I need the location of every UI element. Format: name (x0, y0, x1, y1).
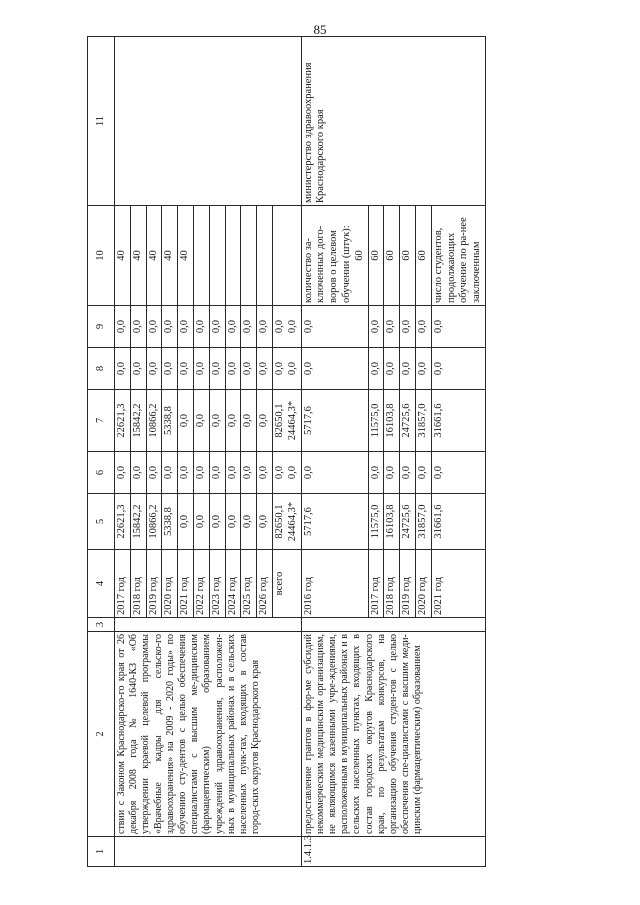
value-cell: 5717,6 (301, 390, 368, 452)
value-cell: 0,0 (241, 348, 257, 390)
col-header: 5 (88, 494, 115, 550)
col-header: 3 (88, 618, 115, 632)
col-header: 9 (88, 306, 115, 348)
value-cell: 11575,0 (368, 494, 384, 550)
indicator-cell: 40 (178, 206, 194, 306)
value-cell: 0,0 (115, 306, 131, 348)
value-cell: 0,0 (257, 306, 273, 348)
value-cell: 0,0 (146, 306, 162, 348)
empty-cell (301, 618, 485, 632)
col-header: 7 (88, 390, 115, 452)
indicator-cell (209, 206, 225, 306)
value-cell: 0,0 (209, 452, 225, 494)
value-cell: 0,0 (225, 348, 241, 390)
value-cell: 22621,3 (115, 494, 131, 550)
year-cell: 2019 год (146, 550, 162, 618)
value-cell: 0,0 (415, 348, 431, 390)
table-row (301, 37, 368, 867)
value-cell: 0,0 (225, 494, 241, 550)
empty-cell (115, 618, 302, 632)
value-cell: 31661,6 (431, 494, 485, 550)
total-label-cell: всего (272, 550, 301, 618)
value-cell: 0,0 (431, 306, 485, 348)
year-cell: 2026 год (257, 550, 273, 618)
responsible-cell: министерство здравоохранения Краснодарского края (301, 37, 485, 206)
value-cell: 0,0 (241, 494, 257, 550)
responsible-cell (115, 37, 302, 206)
value-cell: 0,0 (193, 390, 209, 452)
value-cell: 16103,8 (384, 390, 400, 452)
value-cell: 0,0 (257, 452, 273, 494)
value-cell: 0,0 (130, 348, 146, 390)
value-cell: 10866,2 (146, 390, 162, 452)
total-value-cell: 0,0 0,0 (272, 348, 301, 390)
value-cell: 0,0 (384, 306, 400, 348)
total-indicator-cell (272, 206, 301, 306)
value-cell: 0,0 (400, 348, 416, 390)
value-cell: 0,0 (301, 348, 368, 390)
value-cell: 5338,8 (162, 494, 178, 550)
total-value-cell: 82650,1 24464,3* (272, 390, 301, 452)
year-cell: 2023 год (209, 550, 225, 618)
value-cell: 0,0 (368, 306, 384, 348)
value-cell: 0,0 (193, 348, 209, 390)
table-row (115, 37, 131, 867)
value-cell: 11575,0 (368, 390, 384, 452)
value-cell: 31857,0 (415, 390, 431, 452)
indicator-cell: число студентов, продолжающих обучение по ра-нее заключенным (431, 206, 485, 306)
value-cell: 0,0 (146, 348, 162, 390)
year-cell: 2017 год (368, 550, 384, 618)
value-cell: 0,0 (162, 306, 178, 348)
value-cell: 0,0 (115, 452, 131, 494)
year-cell: 2021 год (431, 550, 485, 618)
value-cell: 0,0 (400, 306, 416, 348)
value-cell: 0,0 (178, 494, 194, 550)
value-cell: 0,0 (225, 390, 241, 452)
value-cell: 0,0 (415, 452, 431, 494)
value-cell: 0,0 (431, 348, 485, 390)
row-number-cell: 1.4.1.3 (301, 837, 485, 867)
indicator-cell (225, 206, 241, 306)
value-cell: 31857,0 (415, 494, 431, 550)
value-cell: 0,0 (241, 390, 257, 452)
value-cell: 0,0 (241, 452, 257, 494)
description-cell: предоставление грантов в фор-ме субсидий некоммерческим медицинским организациям, не являющимся казенными учре-ждениями, расположенным в муниципальных районах и в сельских населенных пунктах, входящих в состав городских округов Краснодарского края, по результатам конкурсов, на организацию обучения студен-тов с целью обеспечения спе-циалистами с высшим меди-цинским (фармацевтическим) образованием (301, 632, 485, 837)
value-cell: 10866,2 (146, 494, 162, 550)
value-cell: 0,0 (178, 348, 194, 390)
value-cell: 0,0 (178, 452, 194, 494)
value-cell: 0,0 (368, 348, 384, 390)
col-header: 2 (88, 632, 115, 837)
value-cell: 0,0 (209, 348, 225, 390)
year-cell: 2020 год (415, 550, 431, 618)
value-cell: 0,0 (225, 306, 241, 348)
year-cell: 2025 год (241, 550, 257, 618)
year-cell: 2020 год (162, 550, 178, 618)
year-cell: 2024 год (225, 550, 241, 618)
indicator-cell (301, 206, 368, 306)
value-cell: 0,0 (301, 452, 368, 494)
value-cell: 0,0 (130, 452, 146, 494)
indicator-value: 60 (353, 250, 365, 261)
value-cell: 5338,8 (162, 390, 178, 452)
value-cell: 0,0 (257, 390, 273, 452)
indicator-cell: 40 (115, 206, 131, 306)
value-cell: 0,0 (178, 306, 194, 348)
value-cell: 0,0 (400, 452, 416, 494)
value-cell: 15842,2 (130, 390, 146, 452)
indicator-description: количество за-ключенных дого-воров о целевом обучении (штук): (302, 225, 352, 303)
col-header: 10 (88, 206, 115, 306)
col-header: 8 (88, 348, 115, 390)
value-cell: 0,0 (146, 452, 162, 494)
year-cell: 2021 год (178, 550, 194, 618)
value-cell: 0,0 (193, 452, 209, 494)
program-table (87, 36, 486, 867)
value-cell: 0,0 (225, 452, 241, 494)
value-cell: 0,0 (162, 348, 178, 390)
value-cell: 31661,6 (431, 390, 485, 452)
indicator-cell: 40 (146, 206, 162, 306)
value-cell: 0,0 (301, 306, 368, 348)
value-cell: 0,0 (384, 348, 400, 390)
indicator-cell: 60 (368, 206, 384, 306)
col-header: 1 (88, 837, 115, 867)
rotated-table-container (87, 37, 612, 867)
value-cell: 0,0 (209, 390, 225, 452)
value-cell: 0,0 (257, 348, 273, 390)
indicator-cell: 60 (384, 206, 400, 306)
value-cell: 24725,6 (400, 494, 416, 550)
value-cell: 0,0 (209, 306, 225, 348)
year-cell: 2016 год (301, 550, 368, 618)
indicator-cell: 40 (162, 206, 178, 306)
value-cell: 15842,2 (130, 494, 146, 550)
description-cell: ствии с Законом Краснодарско-го края от 26 декабря 2008 года № 1640-КЗ «Об утверждении краевой целевой программы «Врачебные кадры для сельско-го здравоохранения» на 2009 - 2020 годы» по обучению сту-дентов с целью обеспечения специалистами с высшим ме-дицинским (фармацевтическим) образованием учреждений здравоохранения, расположен-ных в муниципальных районах и в сельских населенных пунк-тах, входящих в состав город-ских округов Краснодарского края (115, 632, 302, 837)
value-cell: 0,0 (162, 452, 178, 494)
value-cell: 0,0 (257, 494, 273, 550)
col-header: 4 (88, 550, 115, 618)
year-cell: 2018 год (130, 550, 146, 618)
value-cell: 0,0 (241, 306, 257, 348)
value-cell: 0,0 (431, 452, 485, 494)
indicator-cell (193, 206, 209, 306)
value-cell: 0,0 (178, 390, 194, 452)
year-cell: 2019 год (400, 550, 416, 618)
year-cell: 2017 год (115, 550, 131, 618)
indicator-cell: 40 (130, 206, 146, 306)
total-value-cell: 0,0 0,0 (272, 306, 301, 348)
header-row (88, 37, 115, 867)
page-number: 85 (313, 22, 327, 37)
year-cell: 2022 год (193, 550, 209, 618)
value-cell: 0,0 (193, 306, 209, 348)
col-header: 11 (88, 37, 115, 206)
row-number-cell (115, 837, 302, 867)
value-cell: 0,0 (209, 494, 225, 550)
value-cell: 16103,8 (384, 494, 400, 550)
value-cell: 22621,3 (115, 390, 131, 452)
total-value-cell: 82650,1 24464,3* (272, 494, 301, 550)
indicator-cell: 60 (415, 206, 431, 306)
value-cell: 0,0 (384, 452, 400, 494)
indicator-cell (257, 206, 273, 306)
total-value-cell: 0,0 0,0 (272, 452, 301, 494)
value-cell: 0,0 (415, 306, 431, 348)
value-cell: 0,0 (193, 494, 209, 550)
col-header: 6 (88, 452, 115, 494)
value-cell: 0,0 (130, 306, 146, 348)
value-cell: 5717,6 (301, 494, 368, 550)
indicator-cell (241, 206, 257, 306)
year-cell: 2018 год (384, 550, 400, 618)
value-cell: 0,0 (368, 452, 384, 494)
value-cell: 0,0 (115, 348, 131, 390)
indicator-cell: 60 (400, 206, 416, 306)
value-cell: 24725,6 (400, 390, 416, 452)
